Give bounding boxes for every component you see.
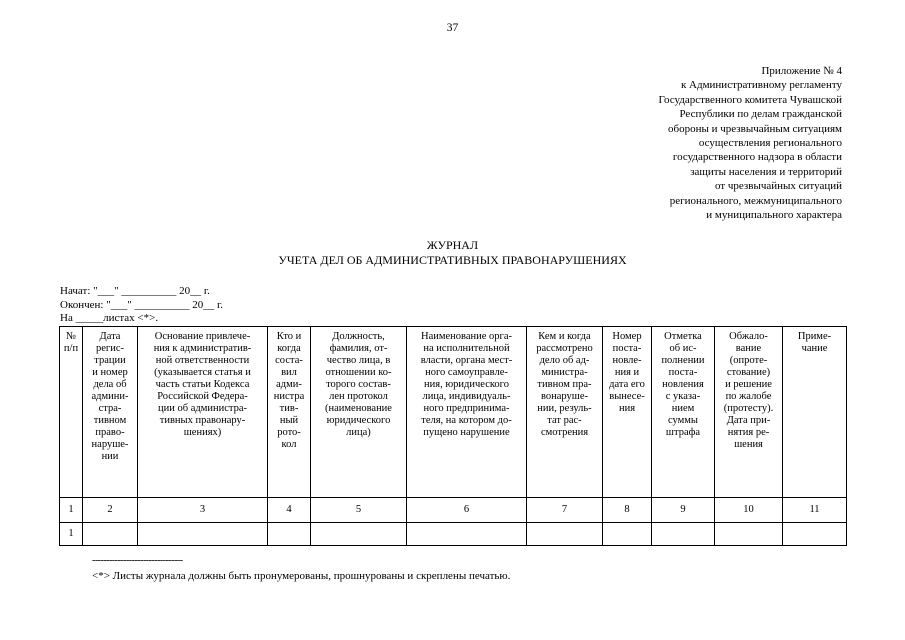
header-cell: Отметка об ис- полнении поста- новления с указа- нием суммы штрафа bbox=[652, 327, 715, 498]
table-cell bbox=[527, 523, 603, 546]
table-cell bbox=[603, 523, 652, 546]
table-cell bbox=[407, 523, 527, 546]
appendix-line: Приложение № 4 bbox=[761, 65, 842, 77]
appendix-line: Государственного комитета Чувашской bbox=[658, 93, 842, 106]
column-number-row bbox=[60, 498, 847, 523]
header-cell: № п/п bbox=[60, 327, 83, 498]
journal-table bbox=[59, 326, 847, 546]
header-cell: Кем и когда рассмотрено дело об ад- министра- тивном пра- вонаруше- нии, резуль- тат рас- смотрения bbox=[527, 327, 603, 498]
started-line: Начат: "___" __________ 20__ г. bbox=[60, 285, 210, 297]
column-number-cell: 4 bbox=[268, 498, 311, 523]
column-number-cell: 10 bbox=[715, 498, 783, 523]
appendix-line: осуществления регионального bbox=[698, 137, 842, 150]
table-cell bbox=[652, 523, 715, 546]
appendix-block bbox=[542, 64, 842, 222]
column-number-cell: 2 bbox=[83, 498, 138, 523]
column-number-cell: 6 bbox=[407, 498, 527, 523]
appendix-line: и муниципального характера bbox=[706, 209, 842, 222]
header-cell: Кто и когда соста- вил адми- нистра тив- ный рото- кол bbox=[268, 327, 311, 498]
footnote-separator: -------------------------------- bbox=[92, 555, 183, 566]
appendix-line: Республики по делам гражданской bbox=[679, 108, 842, 121]
header-cell: Основание привлече- ния к административ- ной ответственности (указывается статья и часть статьи Кодекса Российской Федера- ции об администра- тивных правонару- шениях) bbox=[138, 327, 268, 498]
header-cell: Номер поста- новле- ния и дата его вынесе- ния bbox=[603, 327, 652, 498]
header-cell: Должность, фамилия, от- чество лица, в отношении ко- торого состав- лен протокол (наименование юридического лица) bbox=[311, 327, 407, 498]
header-cell: Наименование орга- на исполнительной власти, органа мест- ного самоуправле- ния, юридического лица, индивидуаль- ного предпринима- теля, на котором до- пущено нарушение bbox=[407, 327, 527, 498]
appendix-line: регионального, межмуниципального bbox=[669, 194, 842, 207]
column-number-cell: 1 bbox=[60, 498, 83, 523]
table-row bbox=[60, 523, 847, 546]
title-line-1: ЖУРНАЛ bbox=[426, 238, 479, 252]
appendix-line: защиты населения и территорий bbox=[690, 165, 842, 178]
table-cell bbox=[138, 523, 268, 546]
table-cell: 1 bbox=[60, 523, 83, 546]
journal-meta bbox=[60, 285, 223, 326]
footnote: <*> Листы журнала должны быть пронумерованы, прошнурованы и скреплены печатью. bbox=[92, 570, 511, 582]
journal-title bbox=[0, 238, 905, 268]
table-cell bbox=[83, 523, 138, 546]
table-cell bbox=[715, 523, 783, 546]
appendix-line: к Административному регламенту bbox=[680, 79, 842, 92]
header-row bbox=[60, 327, 847, 498]
column-number-cell: 3 bbox=[138, 498, 268, 523]
column-number-cell: 7 bbox=[527, 498, 603, 523]
appendix-line: обороны и чрезвычайным ситуациям bbox=[668, 122, 842, 135]
header-cell: Обжало- вание (опроте- стование) и решение по жалобе (протесту). Дата при- нятия ре- шения bbox=[715, 327, 783, 498]
page-number: 37 bbox=[446, 22, 459, 34]
table-cell bbox=[268, 523, 311, 546]
finished-line: Окончен: "___" __________ 20__ г. bbox=[60, 298, 223, 311]
title-line-2: УЧЕТА ДЕЛ ОБ АДМИНИСТРАТИВНЫХ ПРАВОНАРУШЕНИЯХ bbox=[278, 253, 627, 267]
header-cell: Дата регис- трации и номер дела об админи- стра- тивном право- наруше- нии bbox=[83, 327, 138, 498]
table-cell bbox=[783, 523, 847, 546]
appendix-line: от чрезвычайных ситуаций bbox=[714, 180, 842, 193]
appendix-line: государственного надзора в области bbox=[672, 151, 842, 164]
column-number-cell: 9 bbox=[652, 498, 715, 523]
table-cell bbox=[311, 523, 407, 546]
column-number-cell: 5 bbox=[311, 498, 407, 523]
column-number-cell: 11 bbox=[783, 498, 847, 523]
header-cell: Приме- чание bbox=[783, 327, 847, 498]
column-number-cell: 8 bbox=[603, 498, 652, 523]
sheets-line: На _____листах <*>. bbox=[60, 312, 159, 324]
